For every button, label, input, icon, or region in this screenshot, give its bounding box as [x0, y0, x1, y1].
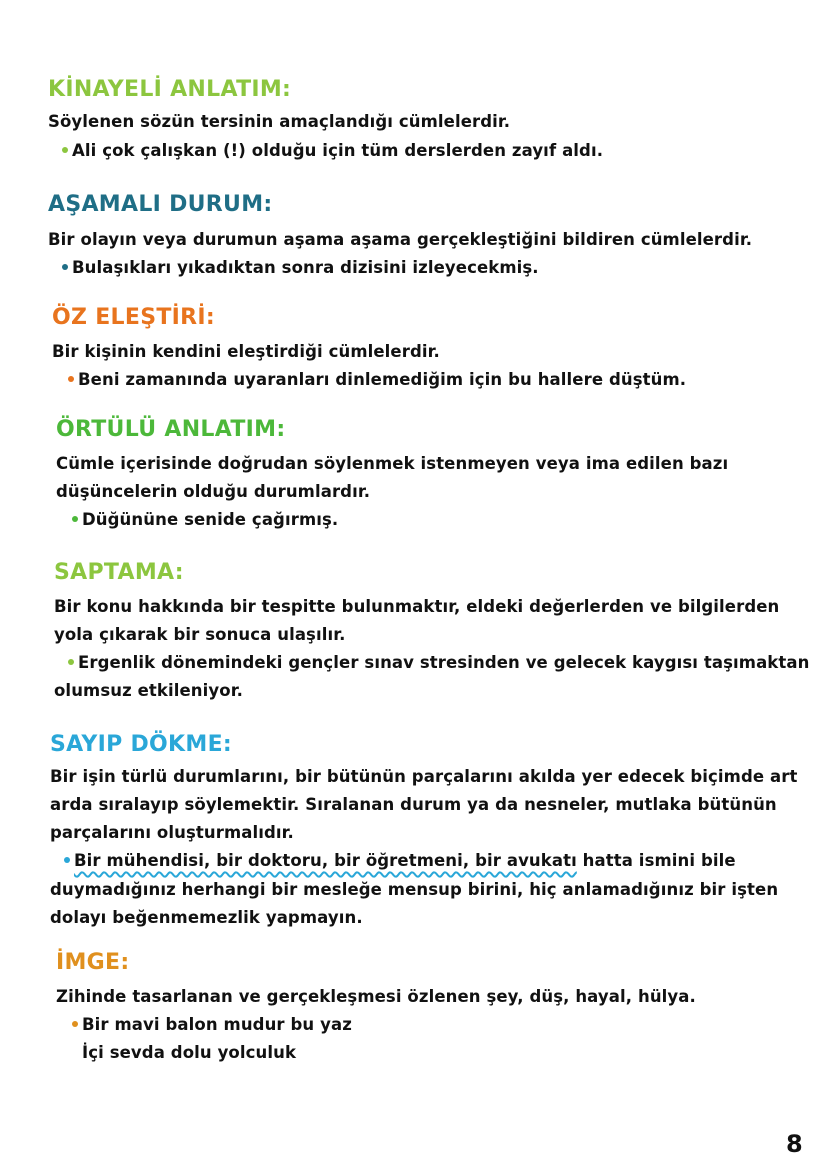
example-text: Düğününe senide çağırmış.	[82, 510, 339, 529]
heading-asamali-durum: AŞAMALI DURUM:	[48, 192, 273, 217]
definition: Söylenen sözün tersinin amaçlandığı cümlelerdir.	[48, 112, 511, 131]
definition: parçalarını oluşturmalıdır.	[50, 823, 294, 842]
bullet-icon	[62, 264, 68, 270]
bullet-icon	[68, 376, 74, 382]
definition: Bir kişinin kendini eleştirdiği cümlelerdir.	[52, 342, 440, 361]
example-text: Bulaşıkları yıkadıktan sonra dizisini izleyecekmiş.	[72, 258, 539, 277]
page-number: 8	[786, 1130, 803, 1158]
heading-oz-elestiri: ÖZ ELEŞTİRİ:	[52, 305, 215, 330]
example	[62, 256, 539, 280]
example	[62, 139, 603, 163]
heading-sayip-dokme: SAYIP DÖKME:	[50, 732, 232, 757]
bullet-icon	[68, 659, 74, 665]
bullet-icon	[64, 857, 70, 863]
example	[64, 849, 736, 873]
example: duymadığınız herhangi bir mesleğe mensup birini, hiç anlamadığınız bir işten	[50, 880, 779, 899]
example-text: Ali çok çalışkan (!) olduğu için tüm derslerden zayıf aldı.	[72, 141, 604, 160]
definition: Cümle içerisinde doğrudan söylenmek istenmeyen veya ima edilen bazı	[56, 454, 729, 473]
example-text: Ergenlik dönemindeki gençler sınav stresinden ve gelecek kaygısı taşımaktan	[78, 653, 810, 672]
bullet-icon	[72, 516, 78, 522]
example-text: hatta ismini bile	[576, 851, 736, 870]
definition: düşüncelerin olduğu durumlardır.	[56, 482, 371, 501]
definition: Bir konu hakkında bir tespitte bulunmaktır, eldeki değerlerden ve bilgilerden	[54, 597, 780, 616]
example	[72, 1013, 352, 1037]
example: dolayı beğenmemezlik yapmayın.	[50, 908, 363, 927]
example: olumsuz etkileniyor.	[54, 681, 243, 700]
definition: yola çıkarak bir sonuca ulaşılır.	[54, 625, 346, 644]
heading-kinayeli-anlatim: KİNAYELİ ANLATIM:	[48, 77, 292, 102]
example-text: Beni zamanında uyaranları dinlemediğim için bu hallere düştüm.	[78, 370, 687, 389]
heading-saptama: SAPTAMA:	[54, 560, 184, 585]
example	[68, 651, 809, 675]
definition: Bir işin türlü durumlarını, bir bütünün parçalarını akılda yer edecek biçimde art	[50, 767, 798, 786]
example: İçi sevda dolu yolculuk	[82, 1043, 297, 1062]
definition: arda sıralayıp söylemektir. Sıralanan durum ya da nesneler, mutlaka bütünün	[50, 795, 777, 814]
definition: Zihinde tasarlanan ve gerçekleşmesi özlenen şey, düş, hayal, hülya.	[56, 987, 696, 1006]
bullet-icon	[62, 147, 68, 153]
example	[68, 368, 686, 392]
definition: Bir olayın veya durumun aşama aşama gerçekleştiğini bildiren cümlelerdir.	[48, 230, 753, 249]
heading-ortulu-anlatim: ÖRTÜLÜ ANLATIM:	[56, 417, 286, 442]
example	[72, 508, 338, 532]
bullet-icon	[72, 1021, 78, 1027]
example-text: Bir mavi balon mudur bu yaz	[82, 1015, 352, 1034]
underlined-text: Bir mühendisi, bir doktoru, bir öğretmeni, bir avukatı	[74, 851, 577, 870]
heading-imge: İMGE:	[56, 950, 130, 975]
